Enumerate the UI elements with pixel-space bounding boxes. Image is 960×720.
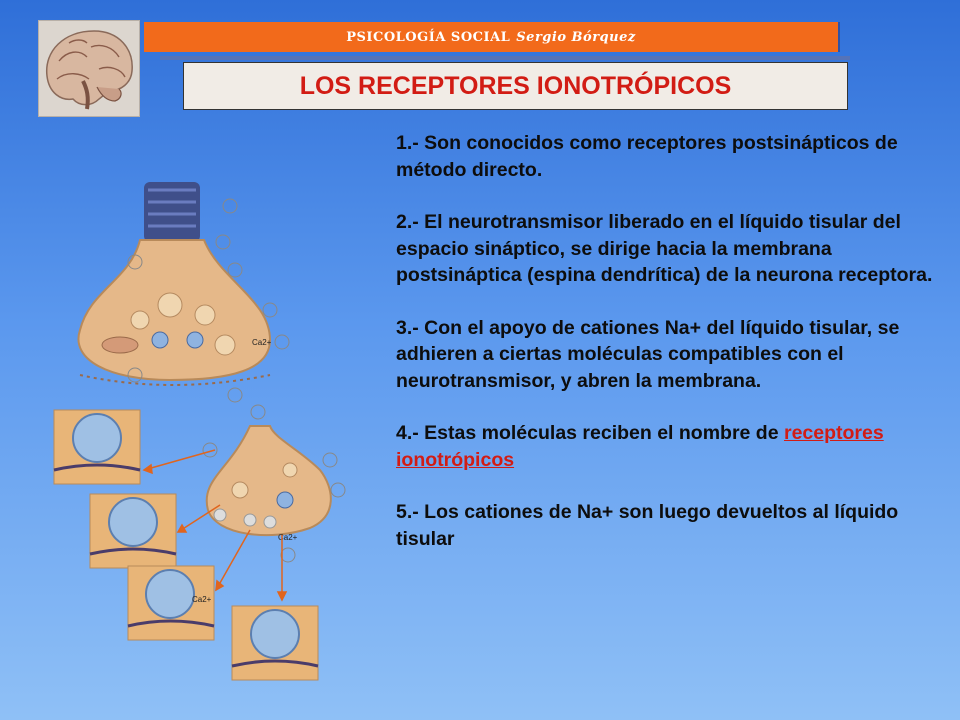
presynaptic-terminal-top <box>78 182 289 402</box>
slide-title <box>183 62 848 110</box>
ca-label-top: Ca2+ <box>252 338 272 347</box>
author-name: Sergio Bórquez <box>516 29 636 45</box>
course-header-bar <box>144 22 840 52</box>
brain-logo <box>38 20 140 117</box>
content-list <box>396 130 952 578</box>
header-divider <box>160 56 850 60</box>
spine-panel-2 <box>90 494 176 568</box>
slide-title-text: LOS RECEPTORES IONOTRÓPICOS <box>299 71 732 100</box>
point-4-highlight: receptores ionotrópicos <box>396 422 884 471</box>
point-4 <box>396 420 952 473</box>
point-1: 1.- Son conocidos como receptores postsinápticos de método directo. <box>396 132 898 181</box>
point-2: 2.- El neurotransmisor liberado en el líquido tisular del espacio sináptico, se dirige hacia la membrana postsináptica (espina dendrítica) de la neurona receptora. <box>396 211 933 286</box>
ca-label-low: Ca2+ <box>192 595 212 604</box>
synapse-illustration <box>20 170 380 710</box>
point-4-text: 4.- Estas moléculas reciben el nombre de <box>396 422 784 444</box>
spine-panel-3 <box>128 566 214 640</box>
point-3: 3.- Con el apoyo de cationes Na+ del líquido tisular, se adhieren a ciertas moléculas compatibles con el neurotransmisor, y abren la membrana. <box>396 316 900 392</box>
presynaptic-terminal-middle <box>203 405 345 562</box>
course-name: PSICOLOGÍA SOCIAL <box>346 29 511 45</box>
spine-panel-4 <box>232 606 318 680</box>
spine-panel-1 <box>54 410 140 484</box>
ca-label-middle: Ca2+ <box>278 533 298 542</box>
point-5: 5.- Los cationes de Na+ son luego devueltos al líquido tisular <box>396 501 899 550</box>
